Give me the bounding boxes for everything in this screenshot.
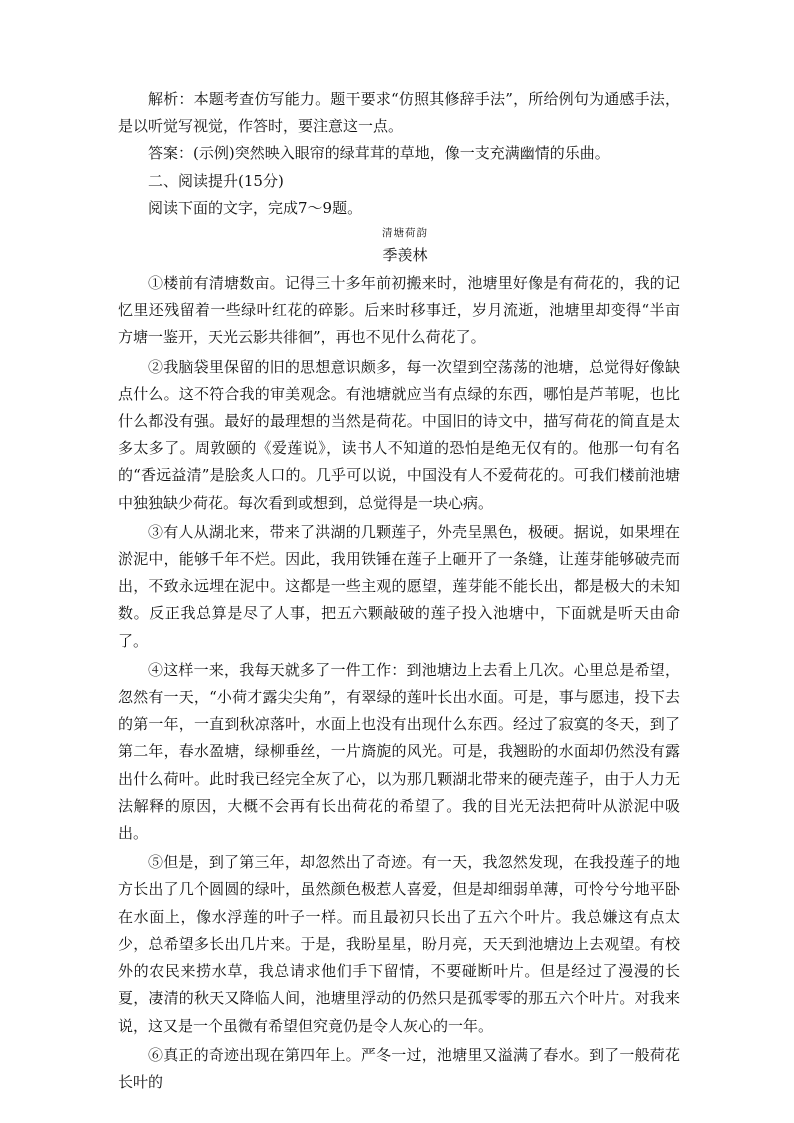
- article-paragraph-6: ⑥真正的奇迹出现在第四年上。严冬一过，池塘里又溢满了春水。到了一般荷花长叶的: [118, 1045, 680, 1091]
- document-page: [118, 86, 680, 1096]
- analysis-paragraph: 解析：本题考查仿写能力。题干要求“仿照其修辞手法”，所给例句为通感手法，是以听觉写视觉，作答时，要注意这一点。: [118, 90, 680, 136]
- article-paragraph-4: ④这样一来，我每天就多了一件工作：到池塘边上去看上几次。心里总是希望，忽然有一天，“小荷才露尖尖角”，有翠绿的莲叶长出水面。可是，事与愿违，投下去的第一年，一直到秋凉落叶，水面上也没有出现什么东西。经过了寂寞的冬天，到了第二年，春水盈塘，绿柳垂丝，一片旖旎的风光。可是，我翘盼的水面却仍然没有露出什么荷叶。此时我已经完全灰了心，以为那几颗湖北带来的硬壳莲子，由于人力无法解释的原因，大概不会再有长出荷花的希望了。我的目光无法把荷叶从淤泥中吸出。: [118, 660, 680, 843]
- reading-instruction: 阅读下面的文字，完成7～9题。: [148, 198, 363, 217]
- section-heading: 二、阅读提升(15分): [148, 171, 284, 190]
- article-title: 清塘荷韵: [382, 227, 428, 240]
- article-paragraph-2: ②我脑袋里保留的旧的思想意识颇多，每一次望到空荡荡的池塘，总觉得好像缺点什么。这不符合我的审美观念。有池塘就应当有点绿的东西，哪怕是芦苇呢，也比什么都没有强。最好的最理想的当然是荷花。中国旧的诗文中，描写荷花的简直是太多太多了。周敦颐的《爱莲说》，读书人不知道的恐怕是绝无仅有的。他那一句有名的“香远益清”是脍炙人口的。几乎可以说，中国没有人不爱荷花的。可我们楼前池塘中独独缺少荷花。每次看到或想到，总觉得是一块心病。: [118, 357, 680, 512]
- article-paragraph-3: ③有人从湖北来，带来了洪湖的几颗莲子，外壳呈黑色，极硬。据说，如果埋在淤泥中，能够千年不烂。因此，我用铁锤在莲子上砸开了一条缝，让莲芽能够破壳而出，不致永远埋在泥中。这都是一些主观的愿望，莲芽能不能长出，都是极大的未知数。反正我总算是尽了人事，把五六颗敲破的莲子投入池塘中，下面就是听天由命了。: [118, 522, 680, 650]
- article-paragraph-1: ①楼前有清塘数亩。记得三十多年前初搬来时，池塘里好像是有荷花的，我的记忆里还残留着一些绿叶红花的碎影。后来时移事迁，岁月流逝，池塘里却变得“半亩方塘一鉴开，天光云影共徘徊”，再也不见什么荷花了。: [118, 274, 680, 347]
- answer-paragraph: 答案：(示例)突然映入眼帘的绿茸茸的草地，像一支充满幽情的乐曲。: [148, 144, 610, 163]
- article-author: 季羡林: [382, 246, 428, 265]
- article-paragraph-5: ⑤但是，到了第三年，却忽然出了奇迹。有一天，我忽然发现，在我投莲子的地方长出了几个圆圆的绿叶，虽然颜色极惹人喜爱，但是却细弱单薄，可怜兮兮地平卧在水面上，像水浮莲的叶子一样。而且最初只长出了五六个叶片。我总嫌这有点太少，总希望多长出几片来。于是，我盼星星，盼月亮，天天到池塘边上去观望。有校外的农民来捞水草，我总请求他们手下留情，不要碰断叶片。但是经过了漫漫的长夏，凄清的秋天又降临人间，池塘里浮动的仍然只是孤零零的那五六个叶片。对我来说，这又是一个虽微有希望但究竟仍是令人灰心的一年。: [118, 853, 680, 1035]
